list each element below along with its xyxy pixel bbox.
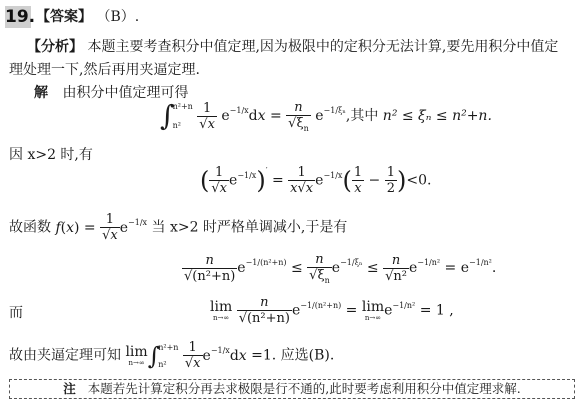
- answer-tag: 【答案】: [36, 9, 92, 25]
- func-post: 当 x>2 时严格单调减小,于是有: [151, 219, 348, 236]
- equation-1: ∫ n²+n n² $\frac{1}{√x}$ $e^{-1/x}dx$ = $\frac{n}{√\xi_n}$ $e^{-1/\xi_n}$,其中 n² ≤ ξₙ ≤ n²+n.: [160, 99, 492, 133]
- final-pre: 故由夹逼定理可知: [9, 347, 121, 364]
- final-line: 故由夹逼定理可知 lim n→∞ ∫ n²+n n² $\frac{1}{√x}$ $e^{-1/x}dx =1$. 应选(B).: [9, 340, 335, 371]
- analysis-tag: 【分析】: [27, 39, 83, 55]
- answer-value: （B）.: [96, 9, 140, 25]
- note-label: 注: [63, 381, 76, 396]
- equation-2: ( $\frac{1}{√x}$ $e^{-1/x})'$ = $\frac{1}{x√x}$ $e^{-1/x}$( $\frac{1}{x}$ − $\frac{1}{2}$ )<0.: [200, 165, 432, 196]
- solution-intro-text: 由积分中值定理可得: [62, 85, 189, 101]
- er-label: 而: [9, 305, 23, 321]
- function-line: 故函数 f(x) = $\frac{1}{√x}$ $e^{-1/x}$ 当 x>2 时严格单调减小,于是有: [9, 212, 348, 243]
- equation-3: $\frac{n}{\text{√(n²+n)}}$ $e^{-1/(n^2+n)}$ ≤ $\frac{n}{√\xi_n}$ $e^{-1/\xi_n}$ ≤ $\frac{n}{\text{√n²}}$ $e^{-1/n^2} = e^{-1/n^2}$.: [184, 252, 497, 285]
- note-text: 本题若先计算定积分再去求极限是行不通的,此时要考虑利用积分中值定理求解.: [87, 381, 521, 396]
- condition-line: 因 x>2 时,有: [9, 147, 93, 163]
- analysis-text-1: 本题主要考查积分中值定理,因为极限中的定积分无法计算,要先用积分中值定: [87, 39, 559, 55]
- problem-number: 19.: [5, 7, 36, 27]
- eq2-tail: <0.: [406, 172, 432, 189]
- analysis-line-2: 理处理一下,然后再用夹逼定理.: [9, 62, 200, 78]
- solution-label: 解: [34, 85, 48, 101]
- analysis-line-1: [27, 38, 558, 56]
- func-pre: 故函数: [9, 219, 51, 236]
- answer-line: [36, 8, 139, 26]
- equation-4: lim n→∞ $\frac{n}{\text{√(n²+n)}}$ $e^{-1/(n^2+n)}$ = lim n→∞ $e^{-1/n^2} = 1$ ,: [210, 295, 454, 326]
- eq1-range: n² ≤ ξₙ ≤ n²+n.: [382, 108, 492, 124]
- note-box: [9, 379, 575, 399]
- final-post: =1. 应选(B).: [251, 347, 335, 364]
- eq1-where: ,其中: [345, 108, 379, 124]
